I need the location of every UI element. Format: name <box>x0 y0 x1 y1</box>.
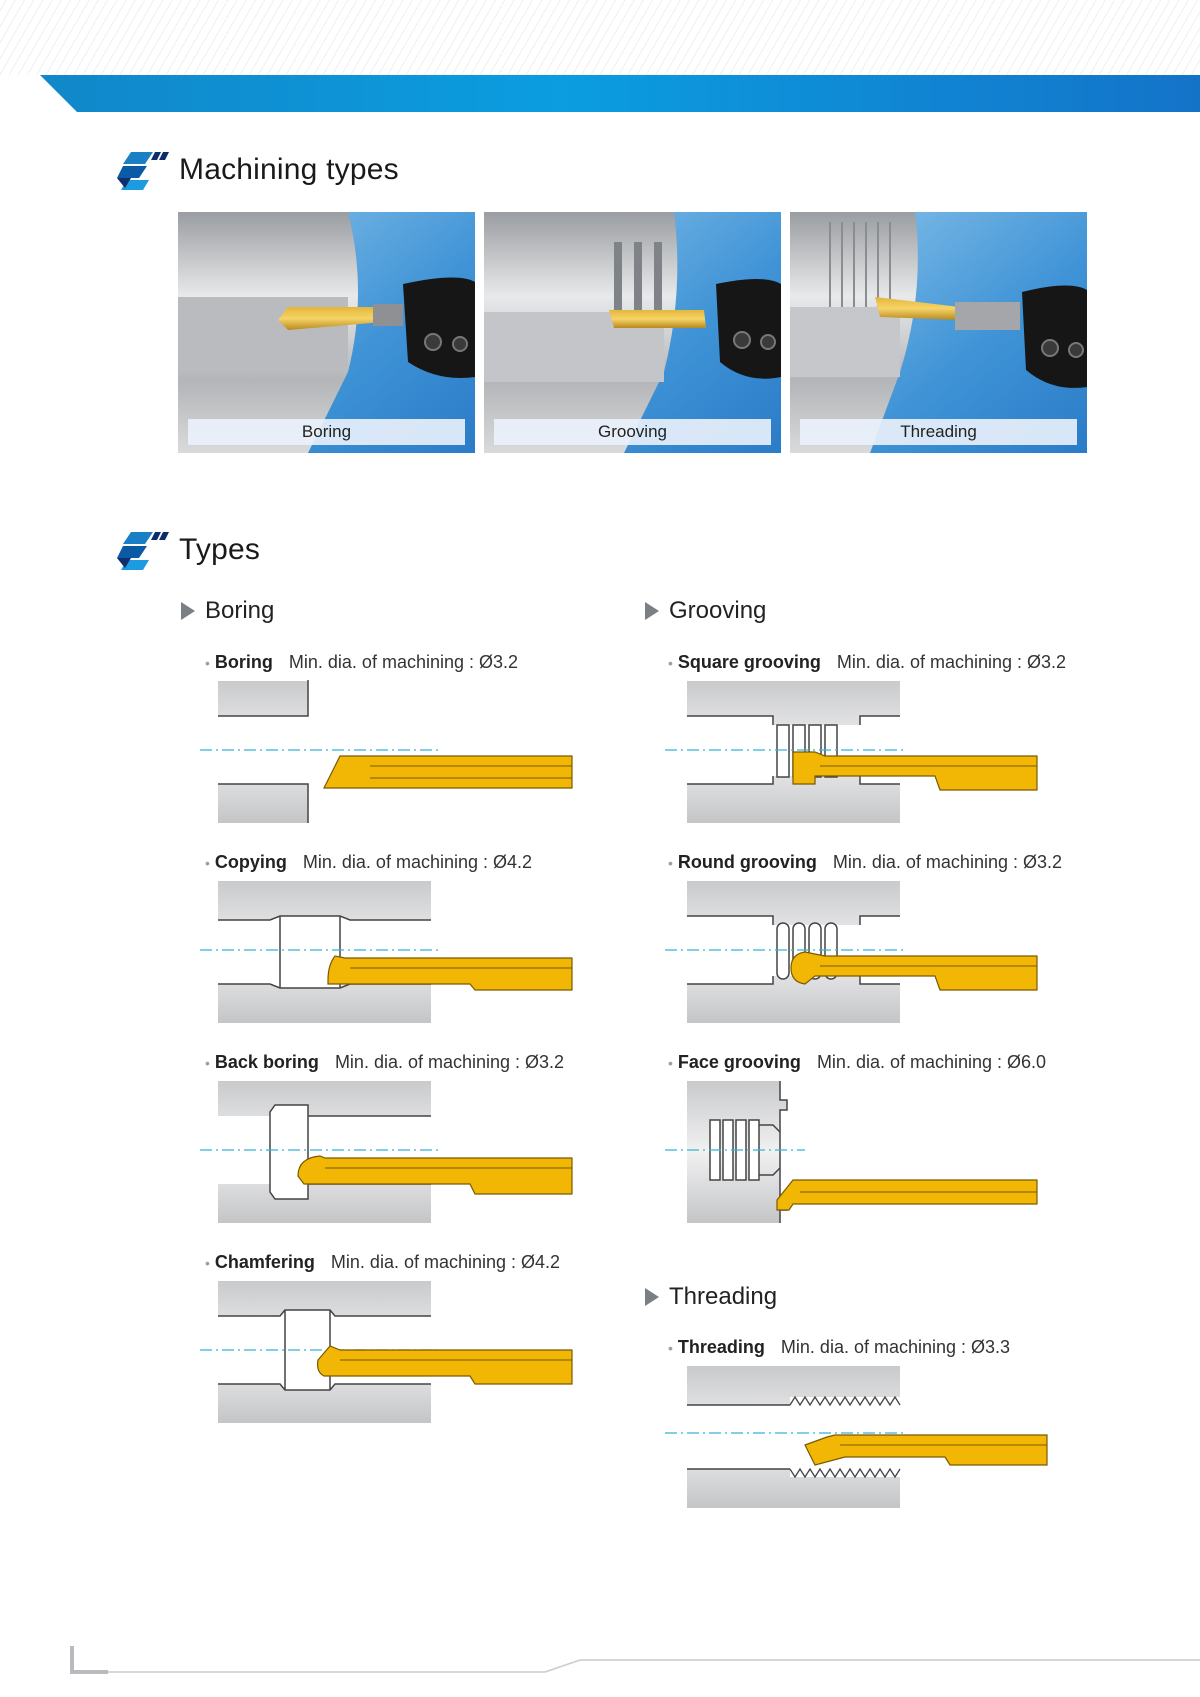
brand-logo-icon <box>117 530 171 570</box>
item-square-grooving <box>668 652 1066 673</box>
triangle-bullet-icon <box>645 602 659 620</box>
min-diameter: Min. dia. of machining : Ø3.2 <box>334 1052 565 1072</box>
item-name: Square grooving <box>677 652 821 672</box>
diagram-boring <box>200 680 580 825</box>
group-grooving <box>645 597 766 625</box>
item-back-boring <box>205 1052 564 1073</box>
header-hatch <box>0 0 1200 75</box>
min-diameter: Min. dia. of machining : Ø4.2 <box>330 1252 561 1272</box>
group-title: Threading <box>669 1283 778 1310</box>
bullet-dot-icon: • <box>205 855 210 871</box>
diagram-chamfering <box>200 1280 580 1425</box>
diagram-face-grooving <box>665 1080 1045 1225</box>
item-threading <box>668 1337 1010 1358</box>
section-title: Types <box>179 533 261 566</box>
group-threading <box>645 1283 777 1311</box>
bullet-dot-icon: • <box>205 655 210 671</box>
photo-threading <box>790 212 1087 453</box>
item-boring <box>205 652 518 673</box>
item-name: Boring <box>214 652 273 672</box>
bullet-dot-icon: • <box>668 855 673 871</box>
min-diameter: Min. dia. of machining : Ø3.2 <box>288 652 519 672</box>
bullet-dot-icon: • <box>205 1055 210 1071</box>
photo-caption: Boring <box>188 419 465 445</box>
bullet-dot-icon: • <box>668 1340 673 1356</box>
item-name: Back boring <box>214 1052 319 1072</box>
group-title: Grooving <box>669 597 767 624</box>
footer-rule <box>0 1640 1200 1680</box>
item-name: Copying <box>214 852 287 872</box>
item-round-grooving <box>668 852 1062 873</box>
group-boring <box>181 597 274 625</box>
bullet-dot-icon: • <box>205 1255 210 1271</box>
bullet-dot-icon: • <box>668 1055 673 1071</box>
diagram-square-grooving <box>665 680 1045 825</box>
min-diameter: Min. dia. of machining : Ø4.2 <box>302 852 533 872</box>
min-diameter: Min. dia. of machining : Ø3.2 <box>832 852 1063 872</box>
photo-caption: Grooving <box>494 419 771 445</box>
brand-logo-icon <box>117 150 171 190</box>
photo-caption: Threading <box>800 419 1077 445</box>
min-diameter: Min. dia. of machining : Ø6.0 <box>816 1052 1047 1072</box>
item-copying <box>205 852 532 873</box>
photo-grooving <box>484 212 781 453</box>
section-types <box>117 530 260 570</box>
group-title: Boring <box>205 597 275 624</box>
diagram-round-grooving <box>665 880 1045 1025</box>
diagram-threading <box>665 1365 1055 1510</box>
item-name: Face grooving <box>677 1052 801 1072</box>
triangle-bullet-icon <box>181 602 195 620</box>
triangle-bullet-icon <box>645 1288 659 1306</box>
photo-boring <box>178 212 475 453</box>
item-face-grooving <box>668 1052 1046 1073</box>
header-banner <box>40 75 1200 112</box>
bullet-dot-icon: • <box>668 655 673 671</box>
item-name: Threading <box>677 1337 765 1357</box>
machining-photos <box>178 212 1087 453</box>
item-name: Round grooving <box>677 852 817 872</box>
diagram-copying <box>200 880 580 1025</box>
section-machining-types <box>117 150 399 190</box>
min-diameter: Min. dia. of machining : Ø3.2 <box>836 652 1067 672</box>
min-diameter: Min. dia. of machining : Ø3.3 <box>780 1337 1011 1357</box>
diagram-back-boring <box>200 1080 580 1225</box>
section-title: Machining types <box>179 153 399 186</box>
item-name: Chamfering <box>214 1252 315 1272</box>
item-chamfering <box>205 1252 560 1273</box>
